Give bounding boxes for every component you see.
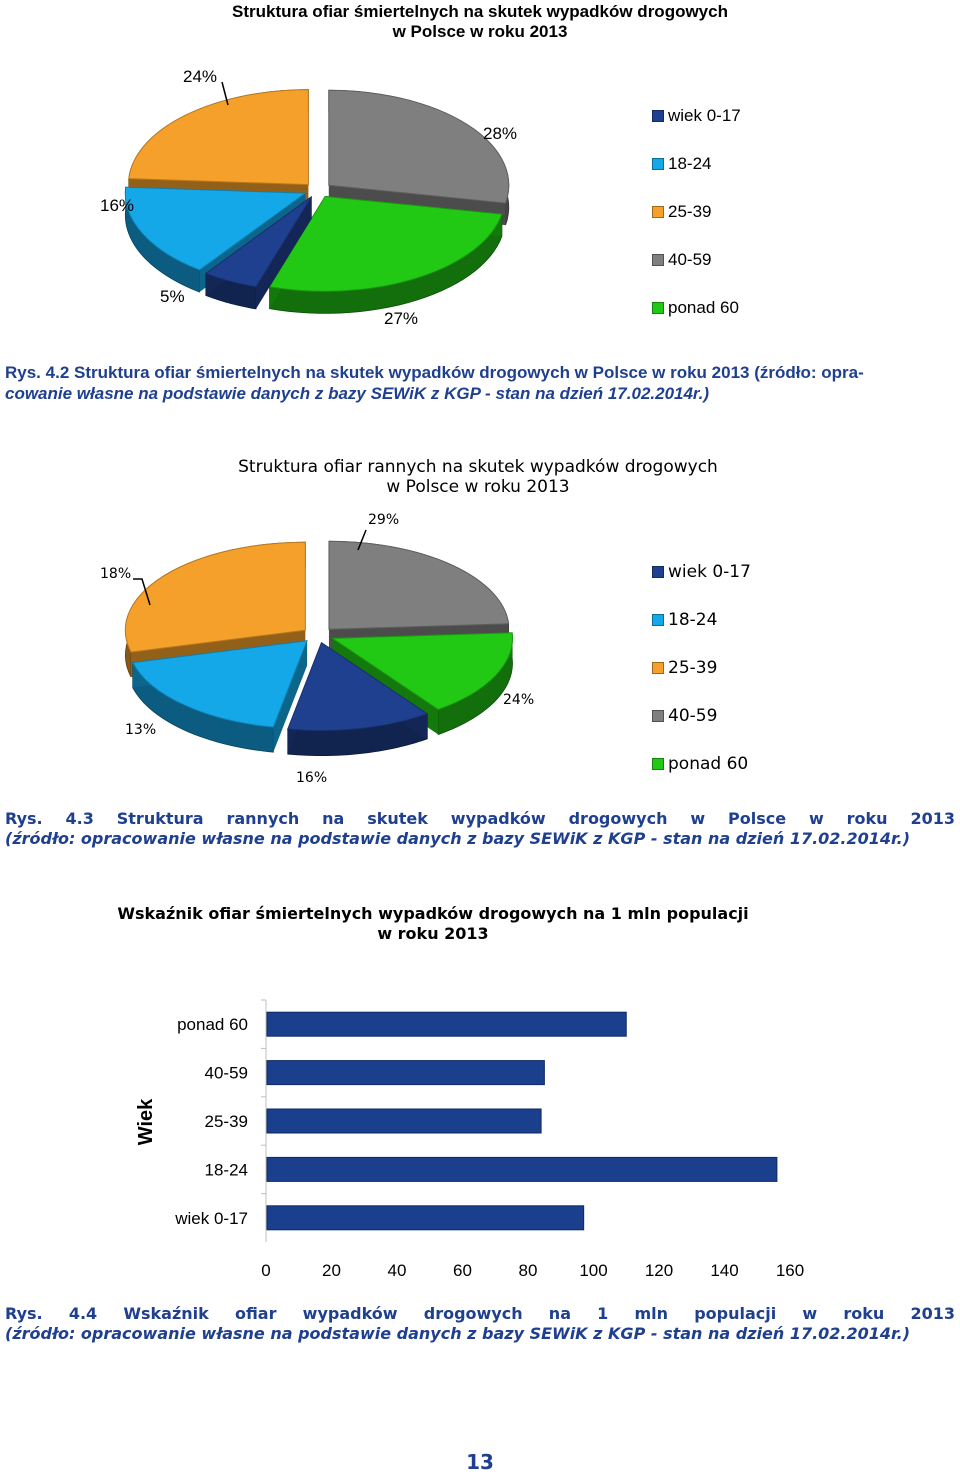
chart2-title bbox=[150, 457, 806, 497]
chart1-title-line1: Struktura ofiar śmiertelnych na skutek wypadków drogowych bbox=[232, 2, 728, 21]
legend-label: 40-59 bbox=[668, 706, 718, 726]
legend-swatch bbox=[652, 566, 664, 578]
chart2-title-line1: Struktura ofiar rannych na skutek wypadków drogowych bbox=[238, 457, 718, 477]
bar-ponad-60 bbox=[267, 1012, 626, 1036]
chart3-bar bbox=[0, 990, 960, 1290]
x-tick-label: 0 bbox=[261, 1261, 271, 1280]
caption-fig1 bbox=[5, 362, 955, 404]
legend-swatch bbox=[652, 158, 664, 170]
chart1-title-line2: w Polsce w roku 2013 bbox=[392, 22, 568, 41]
caption-fig1-prefix: Rys. 4. bbox=[5, 363, 60, 382]
chart1-label-5: 5% bbox=[160, 287, 185, 306]
chart1-legend-item-2 bbox=[652, 202, 711, 222]
chart3-title-line2: w roku 2013 bbox=[377, 924, 489, 943]
caption-fig2-line1: Rys. 4.3 Struktura rannych na skutek wypadków drogowych w Polsce w roku 2013 bbox=[5, 809, 955, 828]
x-tick-label: 20 bbox=[322, 1261, 341, 1280]
legend-label: 18-24 bbox=[668, 154, 712, 173]
x-tick-label: 40 bbox=[387, 1261, 407, 1280]
x-tick-label: 120 bbox=[644, 1261, 674, 1280]
chart3-title bbox=[100, 904, 766, 944]
chart2-label-24: 24% bbox=[503, 692, 535, 708]
bar-wiek-0-17 bbox=[267, 1206, 584, 1230]
chart3-ylabel: Wiek bbox=[135, 1098, 157, 1146]
y-tick-label: ponad 60 bbox=[177, 1015, 248, 1035]
chart1-legend-item-4 bbox=[652, 298, 739, 318]
chart2-title-line2: w Polsce w roku 2013 bbox=[386, 477, 570, 497]
x-tick-label: 80 bbox=[518, 1261, 538, 1280]
caption-fig3-line2: (źródło: opracowanie własne na podstawie danych z bazy SEWiK z KGP - stan na dzień 17.02.2014r.) bbox=[5, 1324, 911, 1343]
legend-label: 25-39 bbox=[668, 658, 718, 678]
y-tick-label: wiek 0-17 bbox=[175, 1208, 248, 1228]
caption-fig3 bbox=[5, 1304, 955, 1344]
chart1-pie bbox=[0, 60, 640, 350]
chart2-legend-item-3 bbox=[652, 706, 717, 726]
chart2-legend-item-4 bbox=[652, 754, 748, 774]
chart1-label-24: 24% bbox=[183, 67, 218, 86]
x-tick-label: 160 bbox=[775, 1261, 805, 1280]
chart2-label-16: 16% bbox=[296, 770, 328, 786]
chart1-label-28: 28% bbox=[483, 124, 518, 143]
y-tick-label: 18-24 bbox=[204, 1160, 248, 1180]
caption-fig1-line1 bbox=[5, 362, 955, 383]
x-tick-label: 100 bbox=[579, 1261, 608, 1280]
chart1-legend-item-1 bbox=[652, 154, 711, 174]
x-tick-label: 140 bbox=[710, 1261, 739, 1280]
caption-fig3-line1: Rys. 4.4 Wskaźnik ofiar wypadków drogowych na 1 mln populacji w roku 2013 bbox=[5, 1304, 955, 1323]
legend-swatch bbox=[652, 254, 664, 266]
legend-label: ponad 60 bbox=[668, 298, 739, 317]
y-tick-label: 40-59 bbox=[204, 1063, 248, 1083]
chart2-legend-item-1 bbox=[652, 610, 717, 630]
legend-swatch bbox=[652, 758, 664, 770]
legend-swatch bbox=[652, 110, 664, 122]
legend-label: 18-24 bbox=[668, 610, 718, 630]
chart2-label-18: 18% bbox=[100, 566, 132, 582]
chart2-pie bbox=[0, 500, 640, 790]
legend-swatch bbox=[652, 662, 664, 674]
legend-swatch bbox=[652, 614, 664, 626]
x-tick-label: 60 bbox=[453, 1261, 472, 1280]
chart3-title-line1: Wskaźnik ofiar śmiertelnych wypadków drogowych na 1 mln populacji bbox=[117, 904, 749, 923]
caption-fig2 bbox=[5, 809, 955, 849]
page-number: 13 bbox=[466, 1450, 494, 1474]
legend-swatch bbox=[652, 206, 664, 218]
caption-fig1-rest: 2 Struktura ofiar śmiertelnych na skutek wypadków drogowych w Polsce w roku 2013 (źródło: opra- bbox=[59, 363, 864, 382]
caption-fig2-line2: (źródło: opracowanie własne na podstawie danych z bazy SEWiK z KGP - stan na dzień 17.02.2014r.) bbox=[5, 829, 911, 848]
chart2-legend-item-2 bbox=[652, 658, 717, 678]
caption-fig1-line2: cowanie własne na podstawie danych z bazy SEWiK z KGP - stan na dzień 17.02.2014r.) bbox=[5, 384, 709, 403]
chart1-legend-item-3 bbox=[652, 250, 711, 270]
legend-swatch bbox=[652, 302, 664, 314]
legend-label: ponad 60 bbox=[668, 754, 749, 774]
legend-label: 40-59 bbox=[668, 250, 712, 269]
legend-label: wiek 0-17 bbox=[668, 106, 741, 125]
chart1-label-27: 27% bbox=[384, 309, 419, 328]
legend-label: wiek 0-17 bbox=[668, 562, 751, 582]
legend-swatch bbox=[652, 710, 664, 722]
chart1-title bbox=[150, 2, 810, 42]
chart2-label-13: 13% bbox=[125, 722, 157, 738]
chart2-label-29: 29% bbox=[368, 512, 400, 528]
chart1-label-16: 16% bbox=[100, 196, 135, 215]
chart2-legend-item-0 bbox=[652, 562, 751, 582]
bar-40-59 bbox=[267, 1061, 544, 1085]
legend-label: 25-39 bbox=[668, 202, 712, 221]
bar-18-24 bbox=[267, 1157, 777, 1181]
bar-25-39 bbox=[267, 1109, 541, 1133]
chart1-legend-item-0 bbox=[652, 106, 741, 126]
y-tick-label: 25-39 bbox=[204, 1112, 248, 1131]
